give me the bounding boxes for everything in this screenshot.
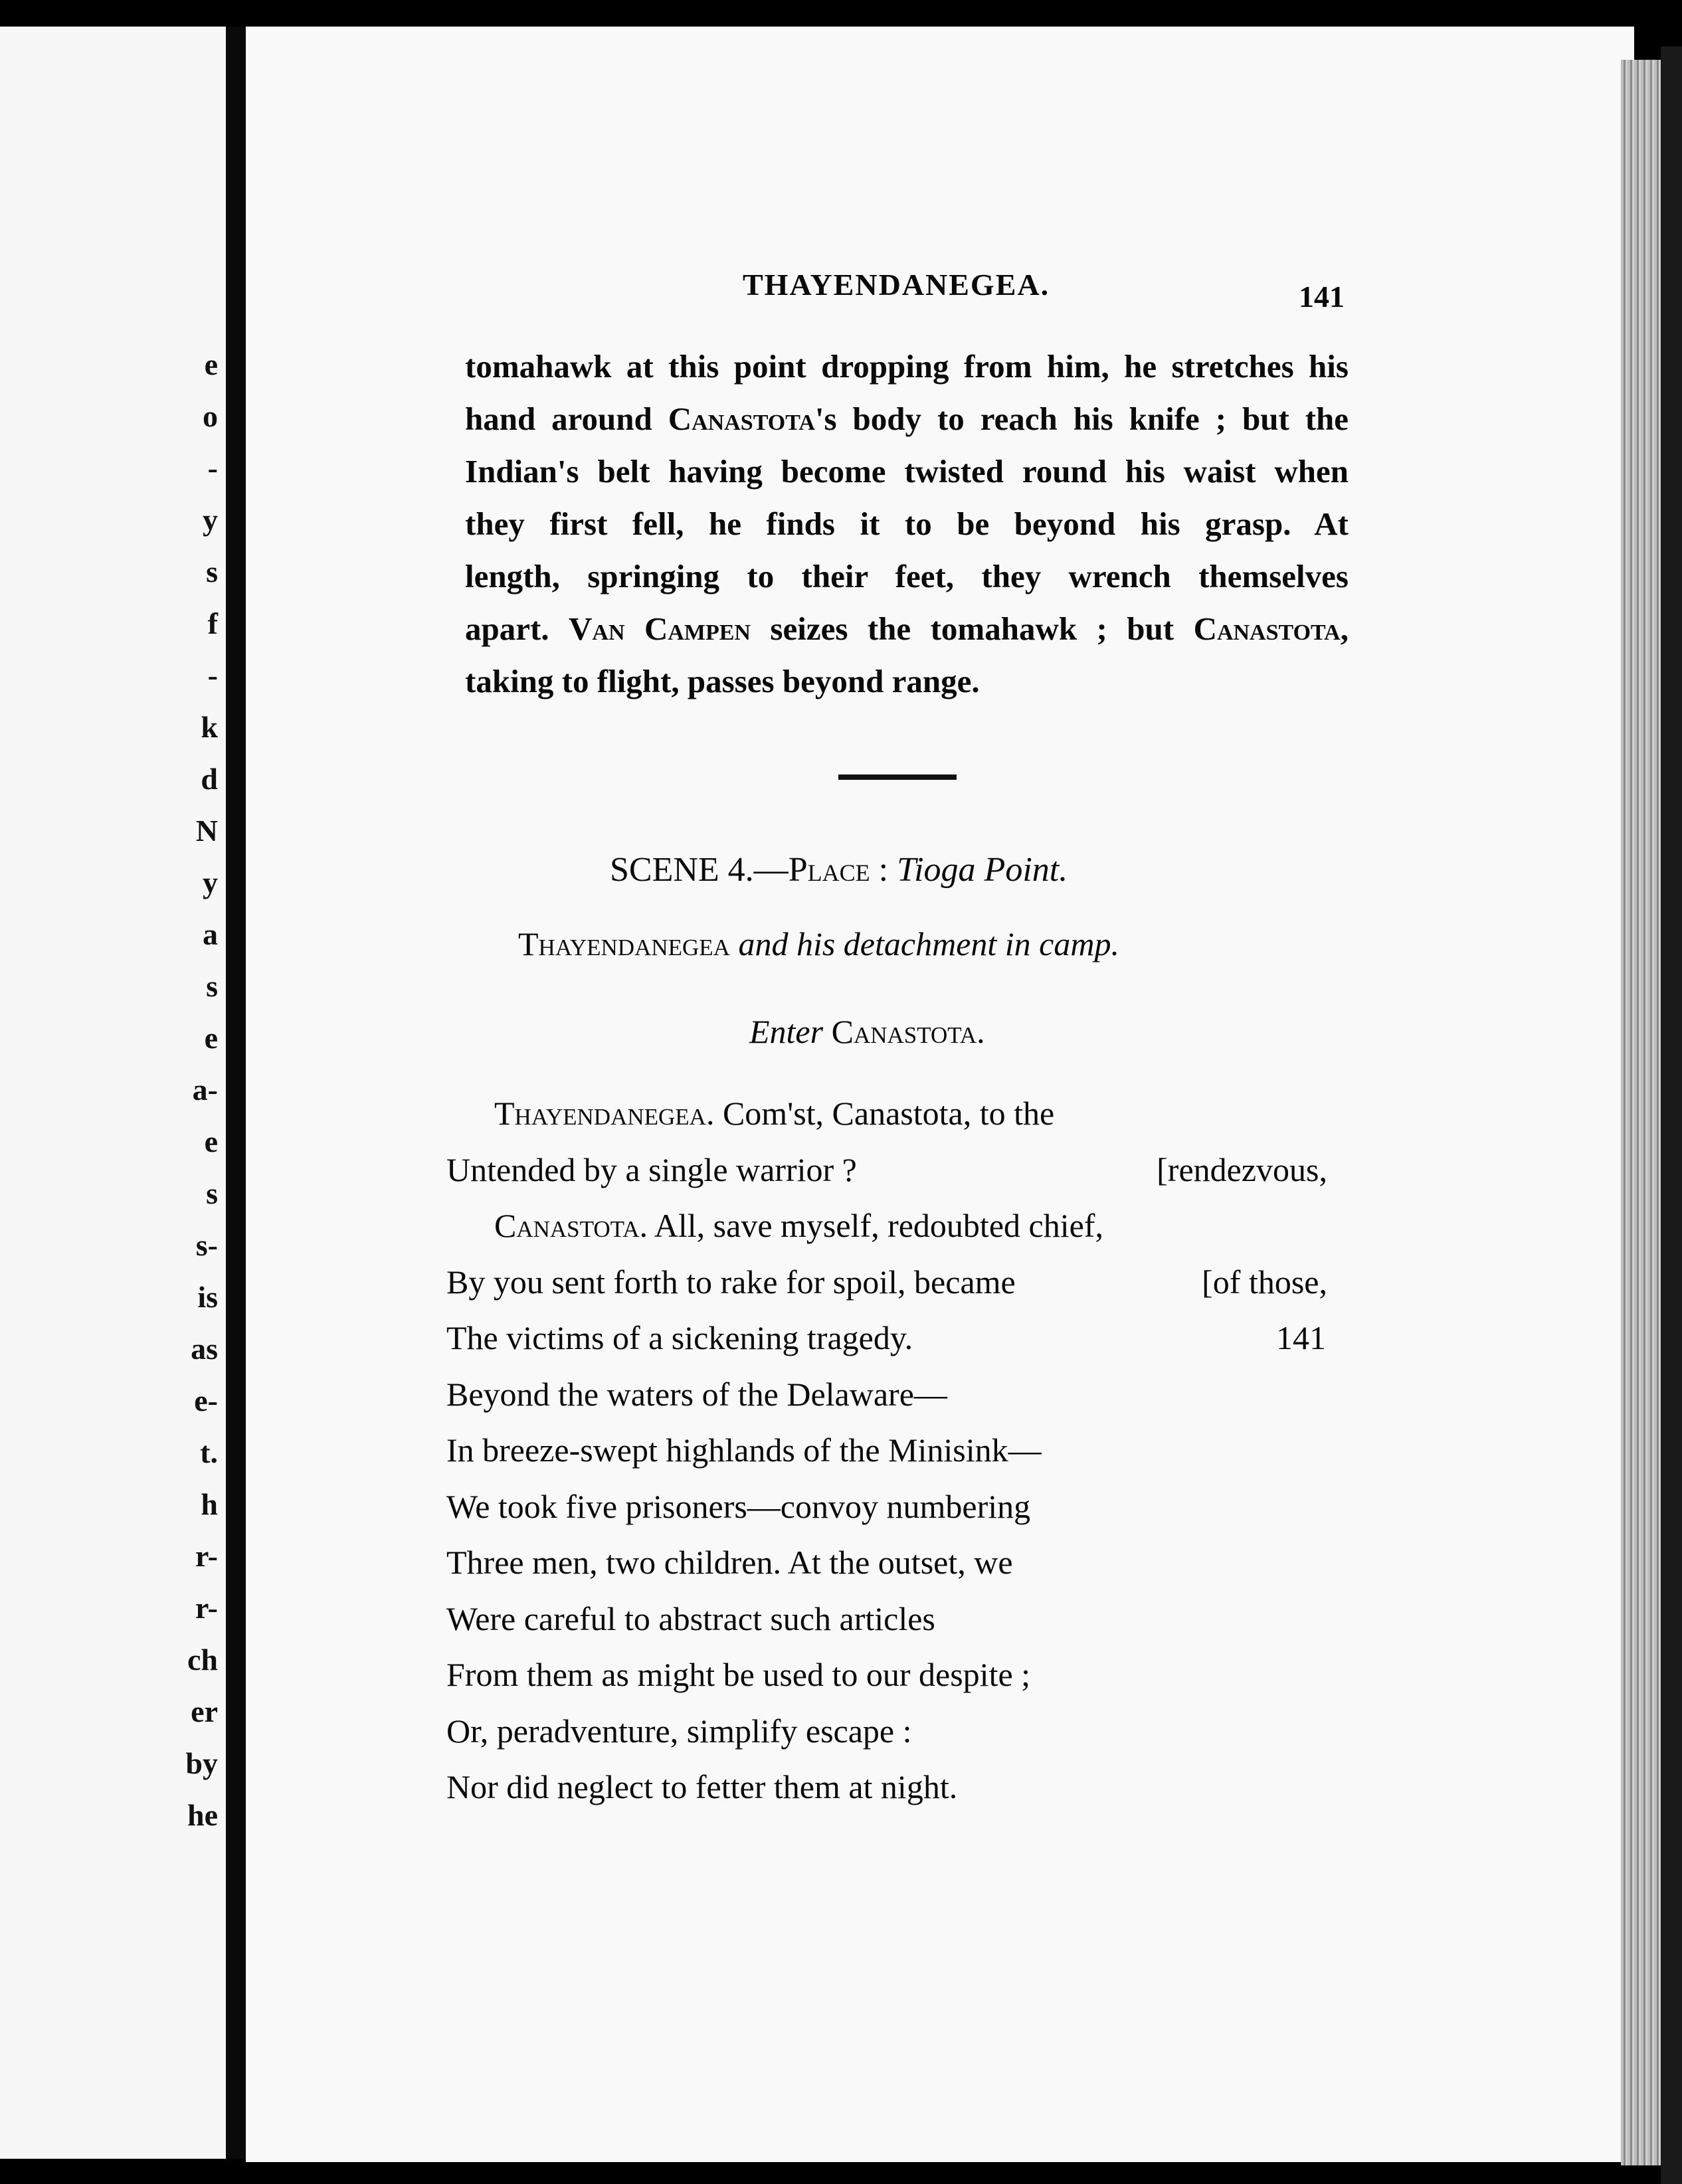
verse-line: Untended by a single warrior ? [rendezvous, <box>446 1142 1337 1198</box>
verse-line: The victims of a sickening tragedy. 141 <box>446 1310 1337 1366</box>
verse-line: Thayendanegea. Com'st, Canastota, to the <box>494 1095 1055 1132</box>
previous-page-fragment: - <box>207 658 218 692</box>
book-cover-edge <box>1661 46 1682 2184</box>
verse-dialogue <box>446 1085 1337 1815</box>
previous-page-fragment: h <box>201 1487 218 1521</box>
previous-page-fragment: r- <box>195 1591 218 1625</box>
previous-page-fragment: o <box>203 399 218 433</box>
previous-page-fragment: a <box>203 917 218 951</box>
previous-page-fragment: - <box>207 451 218 485</box>
verse-line: We took five prisoners—convoy numbering <box>446 1487 1031 1525</box>
previous-page-fragment: e <box>204 1021 218 1055</box>
previous-page-fragment: s <box>206 555 218 589</box>
previous-page-fragment: e- <box>194 1384 218 1417</box>
prose-line: they first fell, he finds it to be beyond his grasp. At <box>465 505 1349 542</box>
prose-line: Indian's belt having become twisted round his waist when <box>465 453 1349 490</box>
verse-line: Beyond the waters of the Delaware— <box>446 1375 947 1413</box>
previous-page-text-fragments <box>185 339 218 1841</box>
previous-page-fragment: a- <box>192 1073 218 1107</box>
verse-line: By you sent forth to rake for spoil, became [of those, <box>446 1254 1337 1311</box>
stage-direction: Thayendanegea and his detachment in camp. <box>518 925 1119 962</box>
verse-line: From them as might be used to our despite ; <box>446 1656 1031 1693</box>
verse-line: Were careful to abstract such articles <box>446 1599 935 1637</box>
running-title: THAYENDANEGEA. <box>743 268 1050 302</box>
previous-page-fragment: er <box>191 1694 218 1728</box>
previous-page-fragment: s <box>206 969 218 1003</box>
previous-page-fragment: e <box>204 1125 218 1158</box>
page-number: 141 <box>1299 280 1345 314</box>
verse-line: Or, peradventure, simplify escape : <box>446 1712 912 1750</box>
previous-page-fragment: t. <box>200 1435 218 1469</box>
previous-page-fragment: k <box>201 710 218 744</box>
previous-page-fragment: d <box>201 762 218 796</box>
verse-line: In breeze-swept highlands of the Minisink— <box>446 1431 1042 1469</box>
character-name: Canastota <box>668 401 815 437</box>
prose-line: taking to flight, passes beyond range. <box>465 663 980 699</box>
prose-paragraph <box>465 340 1349 707</box>
prose-line: length, springing to their feet, they wrench themselves <box>465 558 1349 594</box>
line-number: 141 <box>1276 1319 1326 1356</box>
previous-page-fragment: s <box>206 1176 218 1210</box>
character-name: Canastota <box>1193 610 1341 647</box>
previous-page-fragment: y <box>203 865 218 899</box>
verse-line: Three men, two children. At the outset, we <box>446 1544 1013 1581</box>
verse-line: Canastota. All, save myself, redoubted chief, <box>494 1207 1103 1244</box>
previous-page-fragment: is <box>197 1280 218 1314</box>
verse-line: Nor did neglect to fetter them at night. <box>446 1768 958 1805</box>
entrance-direction: Enter Canastota. <box>749 1013 985 1050</box>
book-gutter <box>226 27 246 2159</box>
previous-page-fragment: f <box>207 606 218 640</box>
previous-page-fragment: N <box>195 814 218 848</box>
previous-page-fragment: ch <box>187 1643 218 1677</box>
scene-heading: SCENE 4.—Place : Tioga Point. <box>610 851 1068 889</box>
speaker-name: Thayendanegea. <box>494 1095 715 1132</box>
previous-page-fragment: s- <box>195 1228 218 1262</box>
previous-page-fragment: e <box>204 347 218 381</box>
previous-page-fragment: as <box>191 1332 218 1366</box>
turnover-text: [of those, <box>1202 1263 1327 1301</box>
prose-line: apart. Van Campen seizes the tomahawk ; but Canastota, <box>465 610 1349 647</box>
previous-page-edge <box>0 27 226 2159</box>
speaker-name: Canastota. <box>494 1207 648 1244</box>
section-divider-rule <box>838 774 957 780</box>
previous-page-fragment: r- <box>195 1539 218 1573</box>
previous-page-fragment: y <box>203 503 218 537</box>
prose-line: tomahawk at this point dropping from him, he stretches his <box>465 348 1349 385</box>
previous-page-fragment: he <box>187 1798 218 1832</box>
prose-line: hand around Canastota's body to reach his knife ; but the <box>465 401 1349 437</box>
character-name: Van Campen <box>569 610 751 647</box>
turnover-text: [rendezvous, <box>1157 1150 1327 1188</box>
previous-page-fragment: by <box>185 1746 218 1780</box>
